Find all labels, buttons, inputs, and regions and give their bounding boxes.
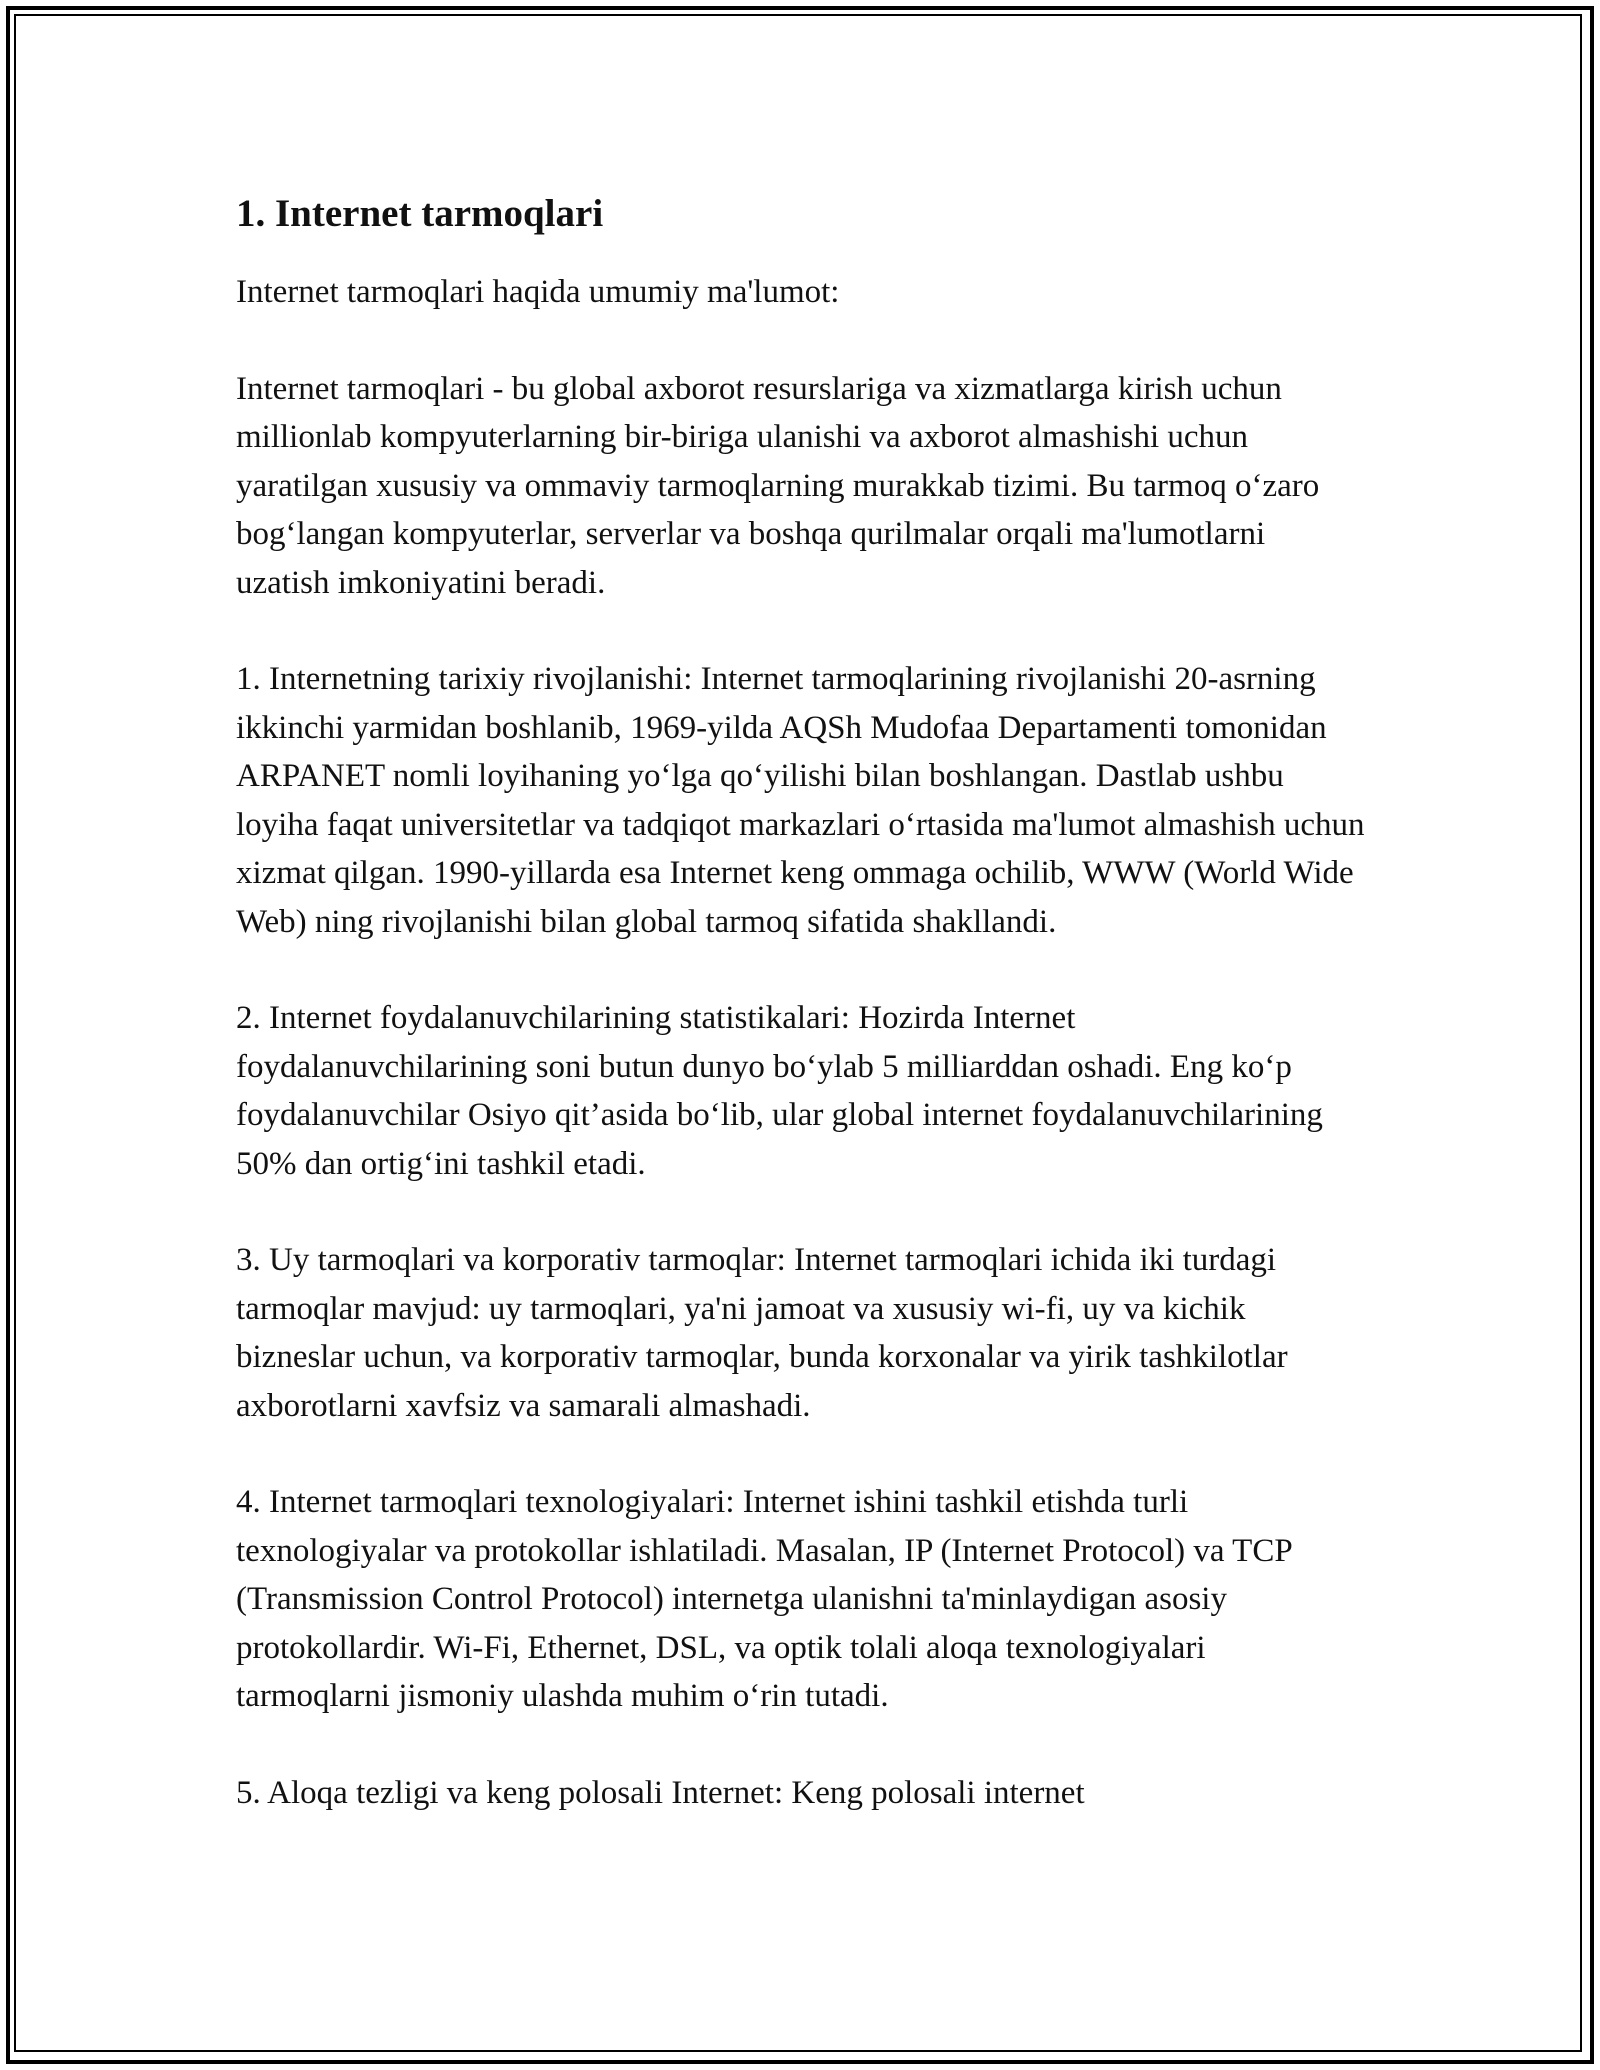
paragraph-statistics: 2. Internet foydalanuvchilarining statistikalari: Hozirda Internet foydalanuvchilarining soni butun dunyo bo‘ylab 5 milliarddan oshadi. Eng ko‘p foydalanuvchilar Osiyo qit’asida bo‘lib, ular global internet foydalanuvchilarining 50% dan ortig‘ini tashkil etadi. — [236, 1000, 1323, 1182]
paragraph-network-types: 3. Uy tarmoqlari va korporativ tarmoqlar: Internet tarmoqlari ichida iki turdagi tarmoqlar mavjud: uy tarmoqlari, ya'ni jamoat va xususiy wi-fi, uy va kichik bizneslar uchun, va korporativ tarmoqlar, bunda korxonalar va yirik tashkilotlar axborotlarni xavfsiz va samarali almashadi. — [236, 1242, 1288, 1424]
paragraph-definition: Internet tarmoqlari - bu global axborot resurslariga va xizmatlarga kirish uchun millionlab kompyuterlarning bir-biriga ulanishi va axborot almashishi uchun yaratilgan xususiy va ommaviy tarmoqlarning murakkab tizimi. Bu tarmoq o‘zaro bog‘langan kompyuterlar, serverlar va boshqa qurilmalar orqali ma'lumotlarni uzatish imkoniyatini beradi. — [236, 370, 1320, 601]
paragraph-broadband: 5. Aloqa tezligi va keng polosali Internet: Keng polosali internet — [236, 1774, 1085, 1811]
paragraph-technologies: 4. Internet tarmoqlari texnologiyalari: Internet ishini tashkil etishda turli texnologiyalar va protokollar ishlatiladi. Masalan, IP (Internet Protocol) va TCP (Transmission Control Protocol) internetga ulanishni ta'minlaydigan asosiy protokollardir. Wi-Fi, Ethernet, DSL, va optik tolali aloqa texnologiyalari tarmoqlarni jismoniy ulashda muhim o‘rin tutadi. — [236, 1484, 1292, 1714]
document-title: 1. Internet tarmoqlari — [236, 192, 604, 235]
document-body — [236, 190, 1366, 1865]
intro-line: Internet tarmoqlari haqida umumiy ma'lumot: — [236, 274, 840, 310]
paragraph-history: 1. Internetning tarixiy rivojlanishi: Internet tarmoqlarining rivojlanishi 20-asrning ikkinchi yarmidan boshlanib, 1969-yilda AQSh Mudofaa Departamenti tomonidan ARPANET nomli loyihaning yo‘lga qo‘yilishi bilan boshlangan. Dastlab ushbu loyiha faqat universitetlar va tadqiqot markazlari o‘rtasida ma'lumot almashish uchun xizmat qilgan. 1990-yillarda esa Internet keng ommaga ochilib, WWW (World Wide Web) ning rivojlanishi bilan global tarmoq sifatida shakllandi. — [236, 661, 1365, 940]
